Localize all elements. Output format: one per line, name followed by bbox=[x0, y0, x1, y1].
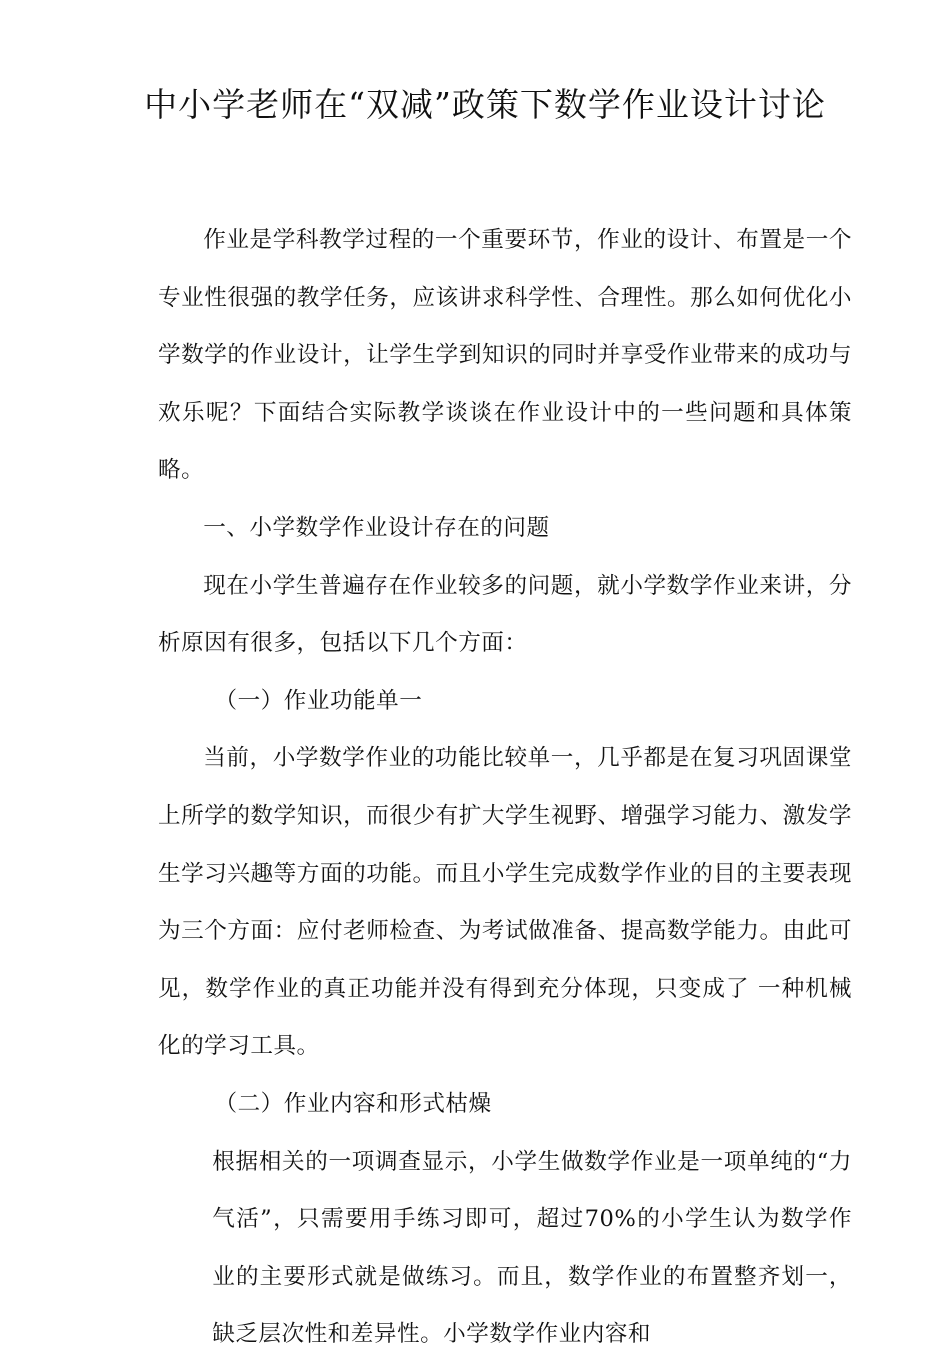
subsection-heading-2: （二）作业内容和形式枯燥 bbox=[214, 1090, 492, 1117]
subsection-heading-1: （一）作业功能单一 bbox=[214, 687, 423, 714]
document-body bbox=[158, 212, 852, 1364]
document-title: 中小学老师在“双减”政策下数学作业设计讨论 bbox=[144, 85, 826, 124]
intro-paragraph: 作业是学科教学过程的一个重要环节，作业的设计、布置是一个专业性很强的教学任务，应该讲求科学性、合理性。那么如何优化小学数学的作业设计，让学生学到知识的同时并享受作业带来的成功与欢乐呢？下面结合实际教学谈谈在作业设计中的一些问题和具体策略。 bbox=[158, 227, 852, 484]
section-1-paragraph: 现在小学生普遍存在作业较多的问题，就小学数学作业来讲，分析原因有很多，包括以下几个方面： bbox=[158, 572, 852, 657]
section-heading-1: 一、小学数学作业设计存在的问题 bbox=[203, 514, 550, 541]
subsection-2-paragraph: 根据相关的一项调查显示，小学生做数学作业是一项单纯的“力气活”，只需要用手练习即可，超过70%的小学生认为数学作业的主要形式就是做练习。而且，数学作业的布置整齐划一，缺乏层次性和差异性。小学数学作业内容和 bbox=[212, 1148, 852, 1348]
subsection-1-paragraph: 当前，小学数学作业的功能比较单一，几乎都是在复习巩固课堂上所学的数学知识，而很少有扩大学生视野、增强学习能力、激发学生学习兴趣等方面的功能。而且小学生完成数学作业的目的主要表现为三个方面：应付老师检查、为考试做准备、提高数学能力。由此可见，数学作业的真正功能并没有得到充分体现，只变成了 一种机械化的学习工具。 bbox=[158, 745, 852, 1060]
